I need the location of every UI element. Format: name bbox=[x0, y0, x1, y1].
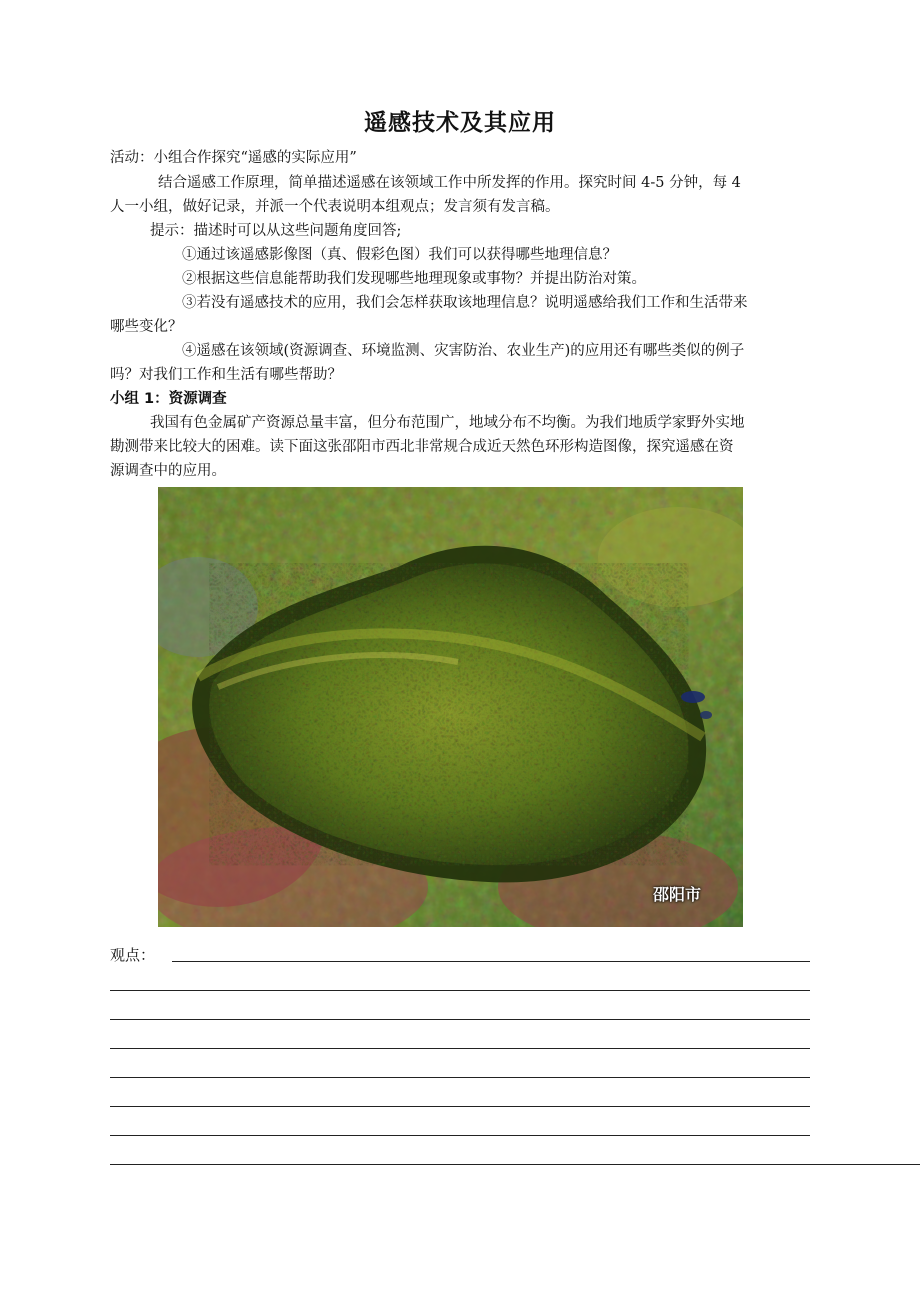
answer-line-3 bbox=[110, 1019, 810, 1020]
question-4-line-1: ④遥感在该领域(资源调查、环境监测、灾害防治、农业生产)的应用还有哪些类似的例子 bbox=[182, 343, 745, 359]
page-title: 遥感技术及其应用 bbox=[364, 110, 556, 136]
answer-line-2 bbox=[110, 990, 810, 991]
satellite-image bbox=[158, 487, 743, 927]
answer-line-7 bbox=[110, 1135, 810, 1136]
question-4-line-2: 吗？对我们工作和生活有哪些帮助？ bbox=[110, 367, 342, 383]
activity-intro-line-1: 结合遥感工作原理，简单描述遥感在该领域工作中所发挥的作用。探究时间 4-5 分钟，每 4 bbox=[158, 175, 741, 191]
answer-line-4 bbox=[110, 1048, 810, 1049]
answer-label: 观点： bbox=[110, 946, 156, 964]
question-2: ②根据这些信息能帮助我们发现哪些地理现象或事物？并提出防治对策。 bbox=[182, 271, 646, 287]
group-1-heading: 小组 1：资源调查 bbox=[110, 391, 227, 407]
image-city-label: 邵阳市 bbox=[652, 885, 701, 904]
group-1-para-line-2: 勘测带来比较大的困难。读下面这张邵阳市西北非常规合成近天然色环形构造图像，探究遥感在资 bbox=[110, 439, 734, 455]
group-1-para-line-3: 源调查中的应用。 bbox=[110, 463, 226, 479]
question-3-line-1: ③若没有遥感技术的应用，我们会怎样获取该地理信息？说明遥感给我们工作和生活带来 bbox=[182, 295, 748, 311]
question-3-line-2: 哪些变化？ bbox=[110, 319, 183, 335]
hint-text: 提示：描述时可以从这些问题角度回答; bbox=[150, 223, 402, 239]
satellite-image-art bbox=[158, 487, 743, 927]
answer-line-6 bbox=[110, 1106, 810, 1107]
activity-heading: 活动：小组合作探究“遥感的实际应用” bbox=[110, 150, 357, 166]
answer-line-5 bbox=[110, 1077, 810, 1078]
question-1: ①通过该遥感影像图（真、假彩色图）我们可以获得哪些地理信息？ bbox=[182, 247, 617, 263]
answer-line-8 bbox=[110, 1164, 920, 1165]
group-1-para-line-1: 我国有色金属矿产资源总量丰富，但分布范围广，地域分布不均衡。为我们地质学家野外实地 bbox=[150, 415, 745, 431]
activity-intro-line-2: 人一小组，做好记录，并派一个代表说明本组观点；发言须有发言稿。 bbox=[110, 199, 560, 215]
answer-line-1 bbox=[172, 961, 810, 962]
